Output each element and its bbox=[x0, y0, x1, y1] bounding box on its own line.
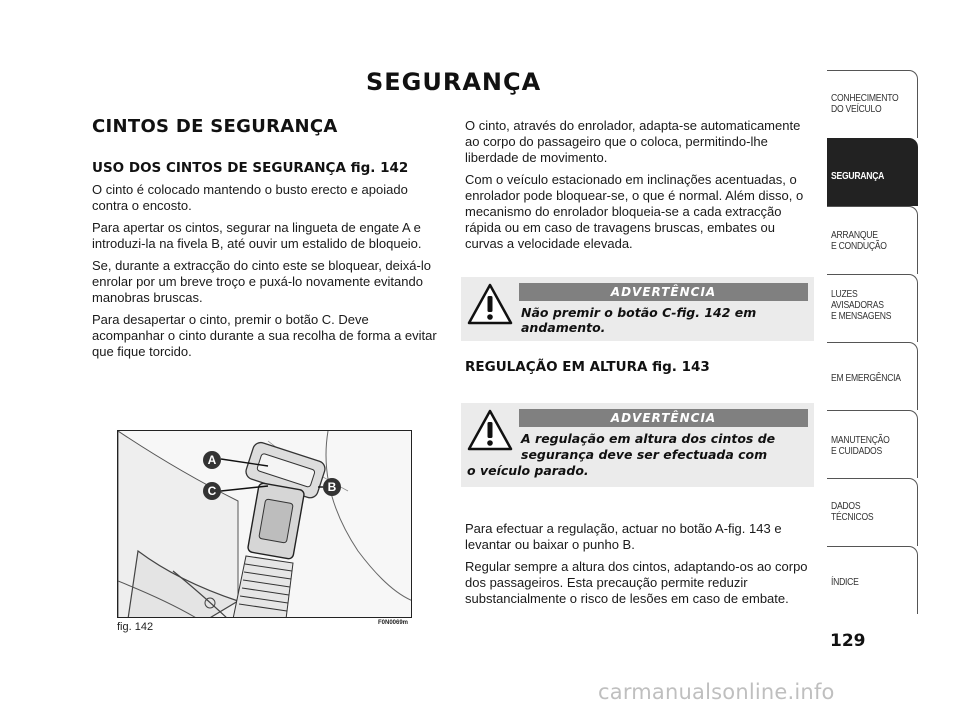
seatbelt-illustration bbox=[118, 431, 412, 618]
tab-label: LUZES AVISADORAS E MENSAGENS bbox=[831, 289, 892, 322]
page-number: 129 bbox=[830, 631, 866, 651]
tab-conhecimento[interactable] bbox=[827, 70, 918, 138]
warning-text-line: andamento. bbox=[521, 320, 606, 335]
warning-box-1 bbox=[461, 277, 814, 341]
tab-label: EM EMERGÊNCIA bbox=[831, 373, 901, 384]
warning-text-line: o veículo parado. bbox=[467, 463, 589, 478]
tab-luzes[interactable] bbox=[827, 274, 918, 342]
paragraph: Com o veículo estacionado em inclinações acentuadas, o enrolador pode bloquear-se, o que é normal. Além disso, o mecanismo do enrolador bloqueia-se a cada extracção rápida ou em caso de travagens bruscas, embates ou curvas a velocidade elevada. bbox=[465, 172, 804, 251]
figure-code: F0N0069m bbox=[378, 620, 409, 626]
callout-c-label: C bbox=[207, 484, 217, 498]
paragraph: Se, durante a extracção do cinto este se bloquear, deixá-lo enrolar por um breve troço e puxá-lo novamente evitando manobras bruscas. bbox=[92, 258, 431, 305]
paragraph: Para efectuar a regulação, actuar no botão A-fig. 143 e levantar ou baixar o punho B. bbox=[465, 521, 782, 552]
subsection-title: REGULAÇÃO EM ALTURA fig. 143 bbox=[465, 359, 710, 375]
warning-triangle-icon bbox=[467, 409, 513, 451]
tab-label: DADOS TÉCNICOS bbox=[831, 501, 874, 523]
paragraph: Para apertar os cintos, segurar na lingueta de engate A e introduzi-la na fivela B, até ouvir um estalido de bloqueio. bbox=[92, 220, 422, 251]
callout-b-label: B bbox=[327, 480, 337, 494]
tab-label: ARRANQUE E CONDUÇÃO bbox=[831, 230, 887, 252]
paragraph: O cinto é colocado mantendo o busto erecto e apoiado contra o encosto. bbox=[92, 182, 408, 213]
tab-label: MANUTENÇÃO E CUIDADOS bbox=[831, 435, 890, 457]
tab-label: CONHECIMENTO DO VEÍCULO bbox=[831, 93, 899, 115]
warning-heading: ADVERTÊNCIA bbox=[519, 409, 808, 427]
callout-a-label: A bbox=[207, 453, 217, 467]
warning-text-line: A regulação em altura dos cintos de bbox=[521, 431, 776, 446]
tab-manutencao[interactable] bbox=[827, 410, 918, 478]
tab-label: ÍNDICE bbox=[831, 577, 859, 588]
tab-dados[interactable] bbox=[827, 478, 918, 546]
warning-text-line: Não premir o botão C-fig. 142 em bbox=[521, 305, 757, 320]
right-column bbox=[465, 118, 815, 258]
tab-arranque[interactable] bbox=[827, 206, 918, 274]
tab-label: SEGURANÇA bbox=[831, 171, 885, 182]
paragraph: Para desapertar o cinto, premir o botão C. Deve acompanhar o cinto durante a sua recolha de forma a evitar que fique torcido. bbox=[92, 312, 437, 359]
subsection-title: USO DOS CINTOS DE SEGURANÇA fig. 142 bbox=[92, 160, 409, 176]
paragraph: Regular sempre a altura dos cintos, adaptando-os ao corpo dos passageiros. Esta precaução permite reduzir substancialmente o risco de lesões em caso de embate. bbox=[465, 559, 808, 606]
section-title: CINTOS DE SEGURANÇA bbox=[92, 116, 338, 137]
watermark: carmanualsonline.info bbox=[598, 680, 835, 704]
left-column bbox=[92, 116, 442, 366]
tab-emergencia[interactable] bbox=[827, 342, 918, 410]
tab-indice[interactable] bbox=[827, 546, 918, 614]
belt-retractor-bellows bbox=[233, 556, 293, 618]
warning-triangle-icon bbox=[467, 283, 513, 325]
warning-box-2 bbox=[461, 403, 814, 487]
figure-142 bbox=[117, 430, 412, 618]
right-column-lower bbox=[465, 521, 815, 613]
warning-heading: ADVERTÊNCIA bbox=[519, 283, 808, 301]
warning-text-line: segurança deve ser efectuada com bbox=[521, 447, 768, 462]
paragraph: O cinto, através do enrolador, adapta-se automaticamente ao corpo do passageiro que o coloca, permitindo-lhe liberdade de movimento. bbox=[465, 118, 801, 165]
page-title: SEGURANÇA bbox=[366, 68, 542, 96]
tab-seguranca[interactable] bbox=[827, 138, 918, 206]
figure-caption: fig. 142 bbox=[117, 621, 154, 633]
